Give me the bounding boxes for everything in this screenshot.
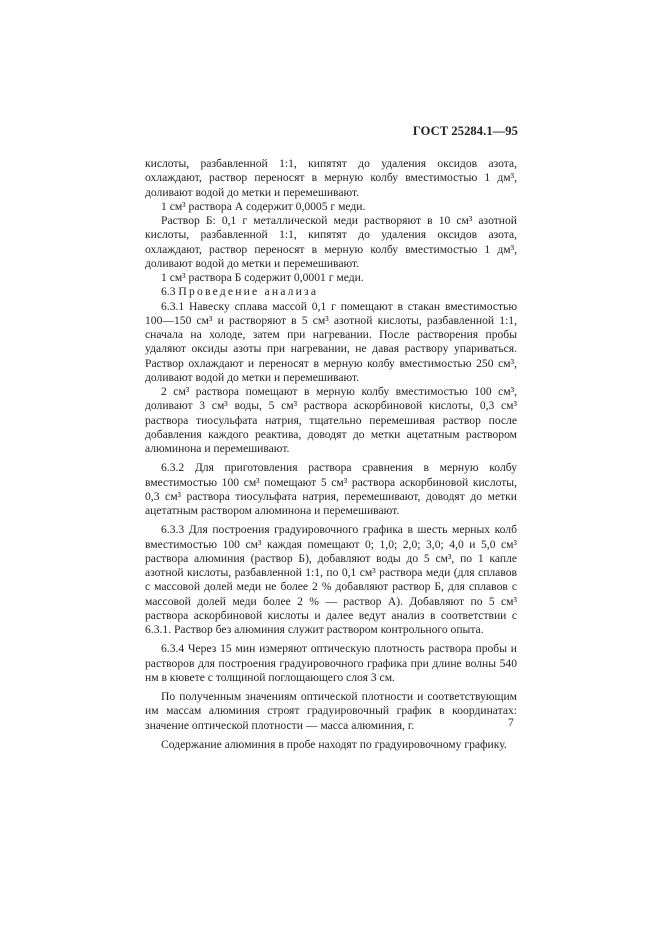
paragraph-calibration-graph: По полученным значениям оптической плотности и соответствующим им массам алюминия строят градуировочный график в координатах: значение оптической плотности — масса алюминия, г. <box>145 690 517 732</box>
paragraph-solution-a-content: 1 см³ раствора А содержит 0,0005 г меди. <box>161 199 366 213</box>
page-number: 7 <box>508 716 514 729</box>
paragraph-solution-b: Раствор Б: 0,1 г металлической меди растворяют в 10 см³ азотной кислоты, разбавленной 1:1, кипятят до удаления оксидов азота, охлаждают, раствор переносят в мерную колбу вместимостью 1 дм³, доливают водой до метки и перемешивают. <box>145 214 517 270</box>
paragraph-6-3-1-continued: 2 см³ раствора помещают в мерную колбу вместимостью 100 см³, доливают 3 см³ воды, 5 см³ раствора аскорбиновой кислоты, 0,3 см³ раствора тиосульфата натрия, тщательно перемешивая раствор после добавления каждого реактива, доводят до метки ацетатным раствором алюминона и перемешивают. <box>145 385 517 455</box>
section-title: Проведение анализа <box>178 285 319 299</box>
section-heading <box>145 285 517 299</box>
paragraph-6-3-4: 6.3.4 Через 15 мин измеряют оптическую плотность раствора пробы и растворов для построения градуировочного графика при длине волны 540 нм в кювете с толщиной поглощающего слоя 3 см. <box>145 642 517 684</box>
paragraph-6-3-1: 6.3.1 Навеску сплава массой 0,1 г помещают в стакан вместимостью 100—150 см³ и растворяют в 5 см³ азотной кислоты, разбавленной 1:1, сначала на холоде, затем при нагревании. После растворения пробы удаляют оксиды азоты при нагревании, не давая раствору упариваться. Раствор охлаждают и переносят в мерную колбу вместимостью 250 см³, доливают водой до метки и перемешивают. <box>145 299 517 384</box>
document-code-header: ГОСТ 25284.1—95 <box>412 124 518 138</box>
body-text <box>145 157 517 752</box>
paragraph-6-3-2: 6.3.2 Для приготовления раствора сравнения в мерную колбу вместимостью 100 см³ помещают 5 см³ раствора аскорбиновой кислоты, 0,3 см³ раствора тиосульфата натрия, перемешивают, доводят до метки ацетатным раствором алюминона и перемешивают. <box>145 461 517 517</box>
paragraph-6-3-3: 6.3.3 Для построения градуировочного графика в шесть мерных колб вместимостью 100 см³ каждая помещают 0; 1,0; 2,0; 3,0; 4,0 и 5,0 см³ раствора алюминия (раствор Б), добавляют воды до 5 см³, по 1 капле азотной кислоты, разбавленной 1:1, по 0,1 см³ раствора меди (для сплавов с массовой долей меди не более 2 % добавляют раствор Б, для сплавов с массовой долей меди более 2 % — раствор А). Добавляют по 5 см³ раствора аскорбиновой кислоты и далее ведут анализ в соответствии с 6.3.1. Раствор без алюминия служит раствором контрольного опыта. <box>145 523 517 636</box>
paragraph-solution-b-content: 1 см³ раствора Б содержит 0,0001 г меди. <box>161 271 364 284</box>
paragraph-aluminum-content: Содержание алюминия в пробе находят по градуировочному графику. <box>161 737 507 751</box>
paragraph-continuation: кислоты, разбавленной 1:1, кипятят до удаления оксидов азота, охлаждают, раствор переносят в мерную колбу вместимостью 1 дм³, доливают водой до метки и перемешивают. <box>145 157 517 199</box>
section-number: 6.3 <box>161 285 176 299</box>
